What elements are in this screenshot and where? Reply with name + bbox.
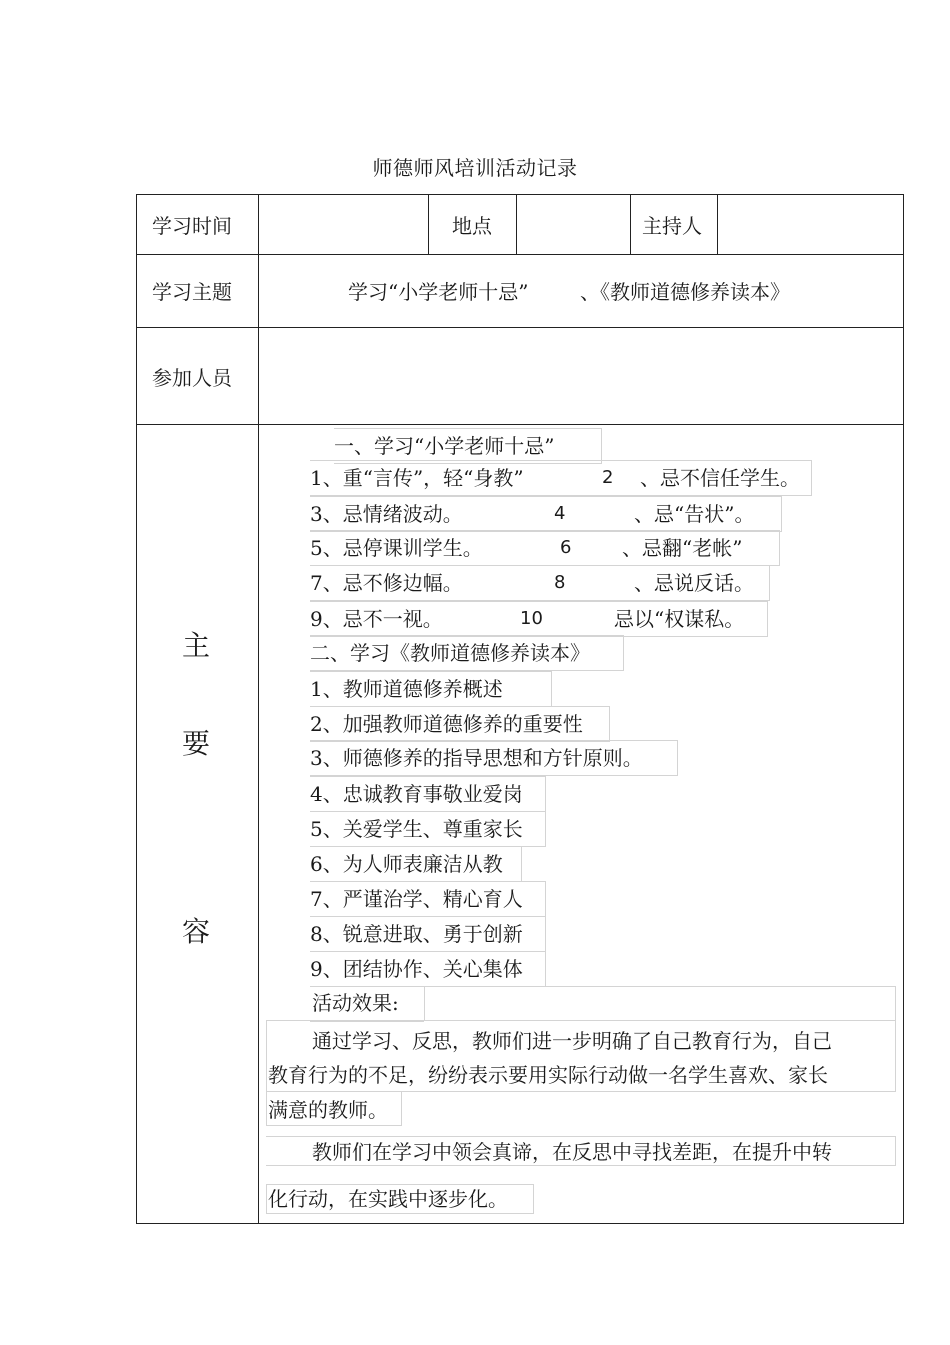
section1-heading (334, 428, 602, 464)
taboo-row-2-left: 3、忌情绪波动。 (310, 502, 463, 526)
effect-p1-line-3: 满意的教师。 (268, 1098, 388, 1122)
effect-label-box (424, 986, 896, 1020)
host-label: 主持人 (642, 214, 702, 238)
document-title: 师德师风培训活动记录 (372, 156, 578, 180)
book-item-8 (310, 916, 546, 952)
taboo-row-2-num: 4 (554, 503, 566, 524)
book-item-8-text: 8、锐意进取、勇于创新 (310, 922, 523, 946)
taboo-row-5-left: 9、忌不一视。 (310, 607, 443, 631)
effect-p1-line-1: 通过学习、反思，教师们进一步明确了自己教育行为，自己 (312, 1029, 832, 1053)
taboo-row-3-right: 、忌翻“老帐” (622, 536, 743, 560)
taboo-row-1 (310, 460, 812, 496)
table-border-bottom (136, 1223, 904, 1224)
taboo-row-4-left: 7、忌不修边幅。 (310, 571, 463, 595)
header-divider-1 (428, 194, 429, 254)
book-item-9 (310, 951, 546, 987)
topic-value-b: 、《教师道德修养读本》 (580, 280, 790, 304)
time-label: 学习时间 (152, 214, 232, 238)
row-divider-2 (136, 327, 904, 328)
book-item-4-text: 4、忠诚教育事敬业爱岗 (310, 782, 523, 806)
section1-heading-text: 一、学习“小学老师十忌” (334, 434, 555, 458)
book-item-2-text: 2、加强教师道德修养的重要性 (310, 712, 583, 736)
content-label-char-2: 要 (182, 727, 211, 760)
book-item-6-text: 6、为人师表廉洁从教 (310, 852, 503, 876)
section2-heading-text: 二、学习《教师道德修养读本》 (310, 641, 590, 665)
taboo-row-4-num: 8 (554, 572, 566, 593)
book-item-3 (310, 740, 678, 776)
book-item-3-text: 3、师德修养的指导思想和方针原则。 (310, 746, 643, 770)
taboo-row-1-num: 2 (602, 467, 614, 488)
book-item-6 (310, 846, 522, 882)
effect-label-text: 活动效果: (312, 991, 399, 1015)
taboo-row-3-num: 6 (560, 537, 572, 558)
book-item-5 (310, 811, 546, 847)
effect-p2-line-2: 化行动，在实践中逐步化。 (268, 1187, 508, 1211)
topic-value-a: 学习“小学老师十忌” (348, 280, 529, 304)
taboo-row-3-left: 5、忌停课训学生。 (310, 536, 483, 560)
taboo-row-2-right: 、忌“告状”。 (634, 502, 755, 526)
header-divider-2 (516, 194, 517, 254)
taboo-row-5 (310, 601, 768, 637)
content-label-char-1: 主 (182, 629, 211, 662)
book-item-4 (310, 776, 546, 812)
book-item-2 (310, 706, 610, 742)
section2-heading (310, 635, 624, 671)
row-divider-3 (136, 424, 904, 425)
topic-label: 学习主题 (152, 280, 232, 304)
taboo-row-5-num: 10 (520, 608, 543, 629)
header-divider-4 (717, 194, 718, 254)
place-label: 地点 (452, 214, 492, 238)
book-item-7 (310, 881, 546, 917)
book-item-1-text: 1、教师道德修养概述 (310, 677, 503, 701)
book-item-5-text: 5、关爱学生、尊重家长 (310, 817, 523, 841)
effect-p1-line-2: 教育行为的不足，纷纷表示要用实际行动做一名学生喜欢、家长 (268, 1063, 828, 1087)
table-border-left (136, 194, 137, 1224)
effect-p2-line-1: 教师们在学习中领会真谛，在反思中寻找差距，在提升中转 (312, 1140, 832, 1164)
row-divider-1 (136, 254, 904, 255)
taboo-row-4-right: 、忌说反话。 (634, 571, 754, 595)
book-item-1 (310, 671, 552, 707)
taboo-row-1-left: 1、重“言传”，轻“身教” (310, 466, 524, 490)
taboo-row-1-right: 、忌不信任学生。 (640, 466, 800, 490)
table-border-right (903, 194, 904, 1224)
content-label-char-3: 容 (182, 915, 211, 948)
book-item-7-text: 7、严谨治学、精心育人 (310, 887, 523, 911)
label-column-divider (258, 194, 259, 1224)
taboo-row-5-right: 忌以“权谋私。 (614, 607, 745, 631)
taboo-row-2 (310, 496, 782, 532)
table-border-top (136, 194, 904, 195)
taboo-row-3 (310, 530, 780, 566)
taboo-row-4 (310, 565, 770, 601)
header-divider-3 (630, 194, 631, 254)
participants-label: 参加人员 (152, 366, 232, 390)
book-item-9-text: 9、团结协作、关心集体 (310, 957, 523, 981)
